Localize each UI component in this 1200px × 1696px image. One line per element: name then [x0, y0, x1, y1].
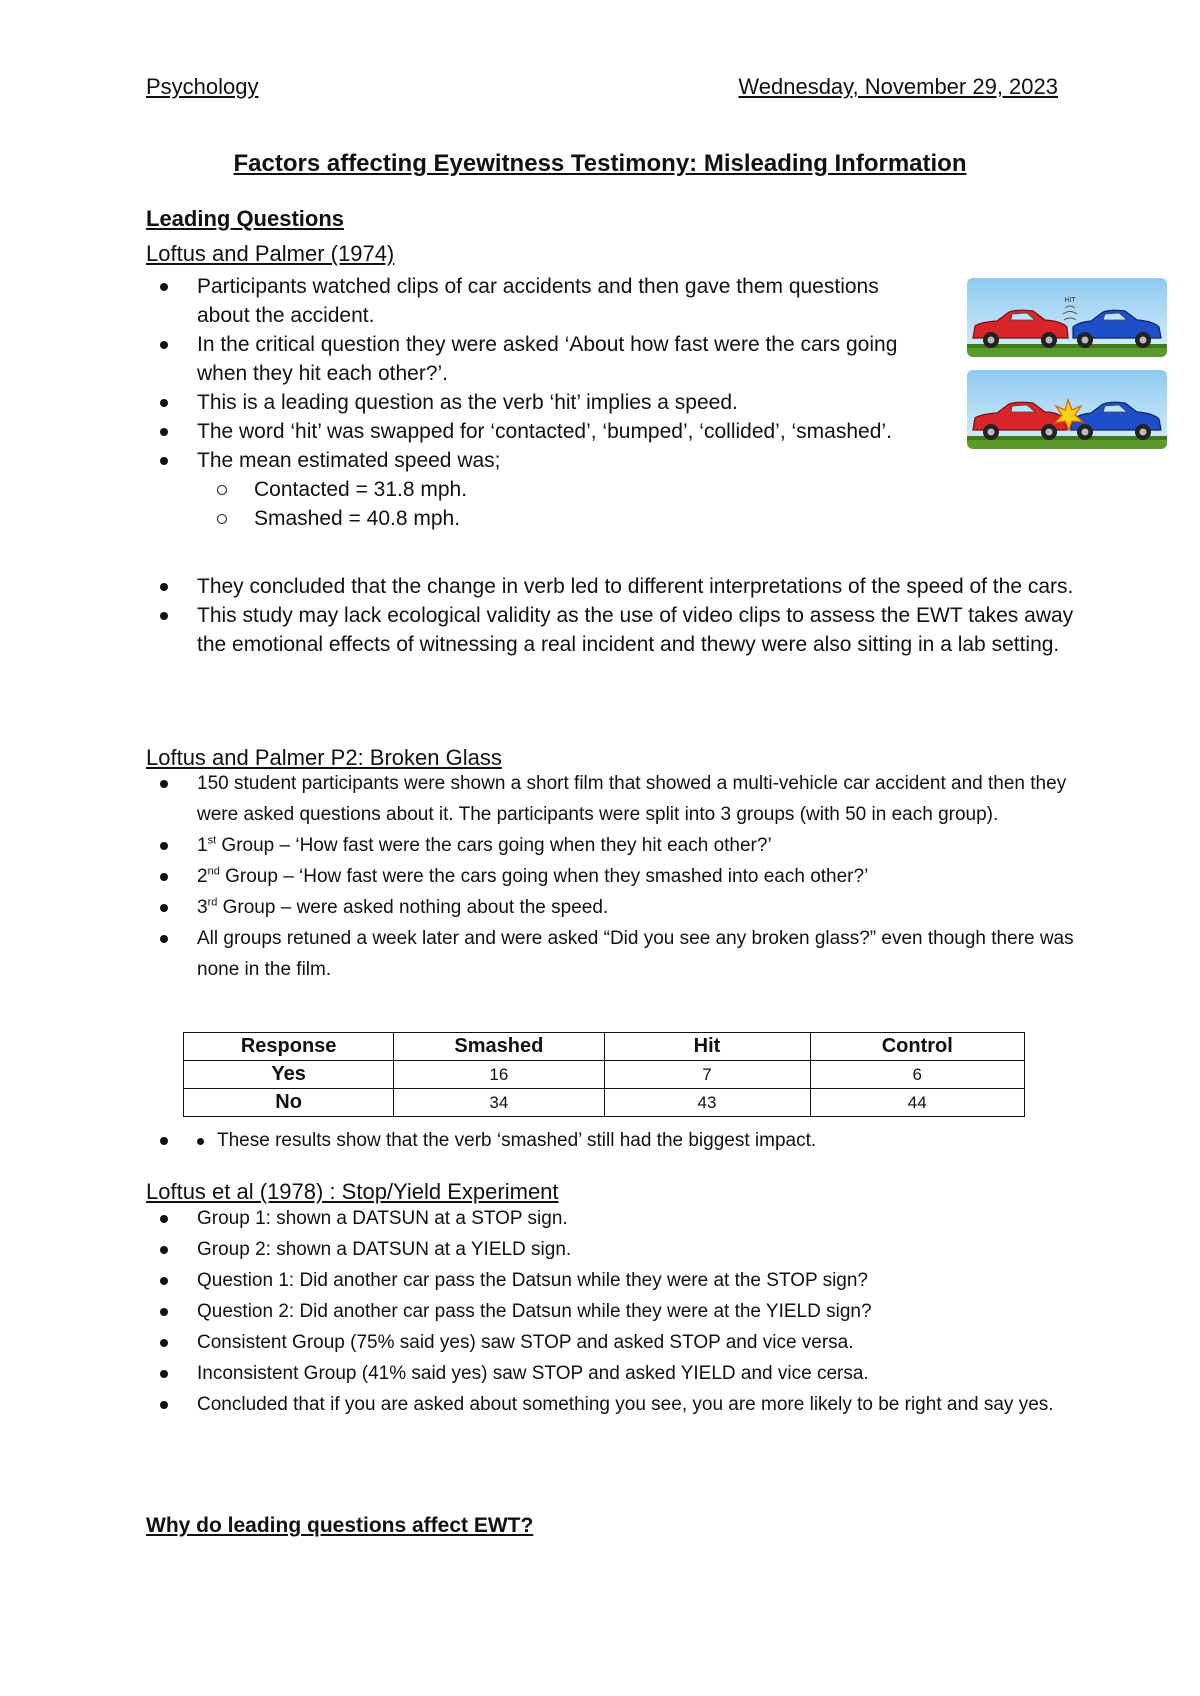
list-item: This study may lack ecological validity as the use of video clips to assess the EWT takes away the emotional effects of witnessing a real incident and thewy were also sitting in a lab setting.	[146, 601, 1076, 659]
list-item: This is a leading question as the verb ‘hit’ implies a speed.	[146, 388, 926, 417]
speed-sublist	[197, 475, 926, 533]
table-header: Response	[184, 1033, 394, 1061]
list-item: Group 2: shown a DATSUN at a YIELD sign.	[146, 1234, 1076, 1265]
list-item: In the critical question they were asked ‘About how fast were the cars going when they hit each other?’.	[146, 330, 926, 388]
list-item: The word ‘hit’ was swapped for ‘contacted’, ‘bumped’, ‘collided’, ‘smashed’.	[146, 417, 926, 446]
section-heading-leading-questions: Leading Questions	[146, 206, 345, 231]
list-item: Inconsistent Group (41% said yes) saw STOP and asked YIELD and vice cersa.	[146, 1358, 1076, 1389]
subheading-loftus-palmer-1974: Loftus and Palmer (1974)	[146, 241, 395, 266]
table-row	[184, 1089, 1025, 1117]
bullet-icon	[160, 1137, 168, 1145]
sub-list-item: Contacted = 31.8 mph.	[197, 475, 926, 504]
list-item: Concluded that if you are asked about something you see, you are more likely to be right and say yes.	[146, 1389, 1076, 1420]
table-cell: 6	[810, 1061, 1024, 1089]
stop-yield-list	[146, 1203, 1076, 1420]
list-item: They concluded that the change in verb led to different interpretations of the speed of the cars.	[146, 572, 1076, 601]
document-title: Factors affecting Eyewitness Testimony: Misleading Information	[233, 150, 967, 177]
list-item: Question 1: Did another car pass the Datsun while they were at the STOP sign?	[146, 1265, 1076, 1296]
bullet-icon	[197, 1138, 204, 1145]
list-item	[146, 446, 926, 533]
subject-header: Psychology	[146, 74, 259, 99]
list-item-text: The mean estimated speed was;	[197, 449, 501, 472]
car-smash-image	[967, 370, 1167, 449]
list-item: 1st Group – ‘How fast were the cars going when they hit each other?’	[146, 830, 1076, 861]
table-row	[184, 1061, 1025, 1089]
table-cell: 44	[810, 1089, 1024, 1117]
results-table	[183, 1032, 1025, 1117]
list-item: 2nd Group – ‘How fast were the cars going when they smashed into each other?’	[146, 861, 1076, 892]
table-cell: 16	[394, 1061, 604, 1089]
car-hit-image	[967, 278, 1167, 357]
subheading-stop-yield: Loftus et al (1978) : Stop/Yield Experiment	[146, 1179, 559, 1204]
list-item: Question 2: Did another car pass the Datsun while they were at the YIELD sign?	[146, 1296, 1076, 1327]
list-item: Group 1: shown a DATSUN at a STOP sign.	[146, 1203, 1076, 1234]
table-cell: 43	[604, 1089, 810, 1117]
broken-glass-list	[146, 768, 1076, 985]
table-cell: No	[184, 1089, 394, 1117]
table-header: Control	[810, 1033, 1024, 1061]
table-cell: 34	[394, 1089, 604, 1117]
section-heading-why-leading: Why do leading questions affect EWT?	[146, 1514, 534, 1537]
list-item: 3rd Group – were asked nothing about the speed.	[146, 892, 1076, 923]
list-item: 150 student participants were shown a short film that showed a multi-vehicle car accident and then they were asked questions about it. The participants were split into 3 groups (with 50 in each group).	[146, 768, 1076, 830]
conclusion-text: These results show that the verb ‘smashed’ still had the biggest impact.	[217, 1130, 817, 1151]
leading-questions-conclusions	[146, 572, 1076, 659]
date-header: Wednesday, November 29, 2023	[738, 74, 1058, 99]
hit-label: HIT	[1064, 297, 1076, 304]
subheading-broken-glass: Loftus and Palmer P2: Broken Glass	[146, 745, 502, 770]
list-item: All groups retuned a week later and were asked “Did you see any broken glass?” even though there was none in the film.	[146, 923, 1076, 985]
table-cell: Yes	[184, 1061, 394, 1089]
table-header: Smashed	[394, 1033, 604, 1061]
sub-list-item: Smashed = 40.8 mph.	[197, 504, 926, 533]
table-header: Hit	[604, 1033, 810, 1061]
list-item: Consistent Group (75% said yes) saw STOP and asked STOP and vice versa.	[146, 1327, 1076, 1358]
table-header-row	[184, 1033, 1025, 1061]
list-item: Participants watched clips of car accidents and then gave them questions about the accident.	[146, 272, 926, 330]
table-cell: 7	[604, 1061, 810, 1089]
leading-questions-list	[146, 272, 926, 533]
